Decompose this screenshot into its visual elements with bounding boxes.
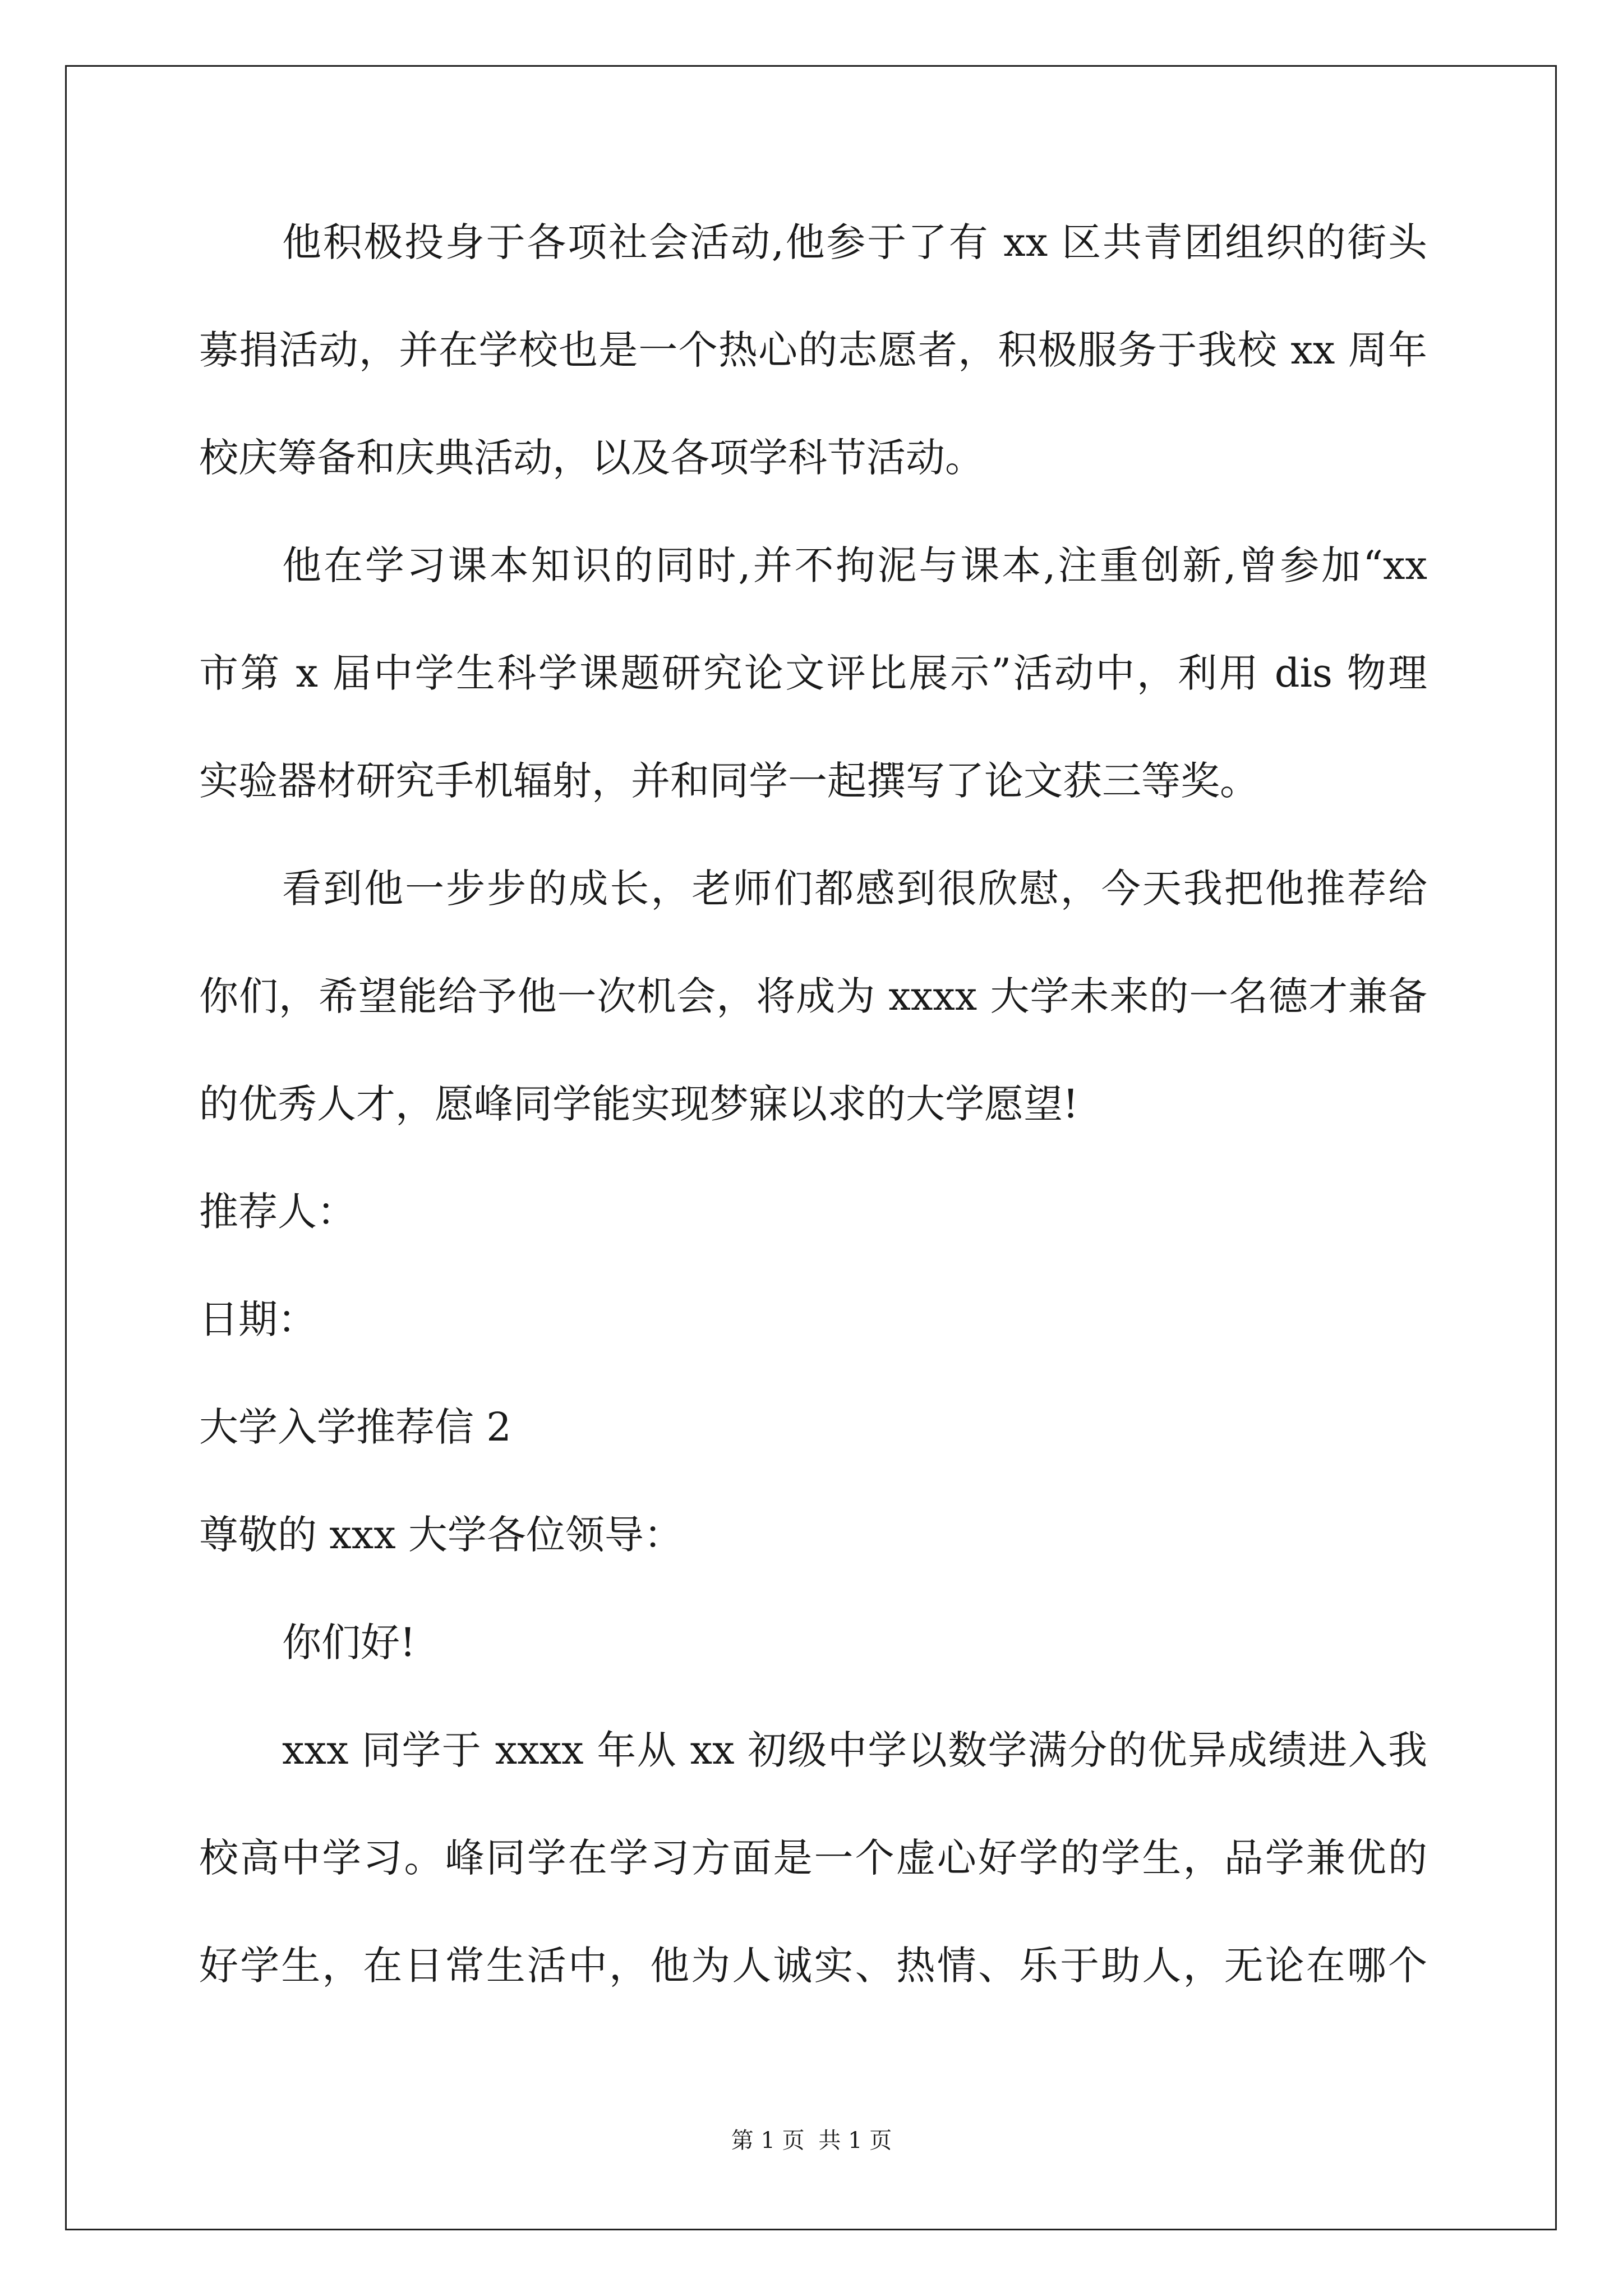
text-line: 他积极投身于各项社会活动,他参于了有 xx 区共青团组织的街头 (282, 219, 1427, 265)
text-line: 募捐活动，并在学校也是一个热心的志愿者，积极服务于我校 xx 周年 (199, 327, 1427, 373)
paragraph-activities (199, 217, 1427, 484)
text-line: 市第 x 届中学生科学课题研究论文评比展示”活动中，利用 dis 物理 (199, 650, 1427, 696)
text-line: xxx 同学于 xxxx 年从 xx 初级中学以数学满分的优异成绩进入我 (282, 1727, 1427, 1773)
paragraph-introduction (199, 1724, 1427, 1991)
text-line: 校高中学习。峰同学在学习方面是一个虚心好学的学生，品学兼优的 (199, 1835, 1427, 1881)
text-line: 的优秀人才，愿峰同学能实现梦寐以求的大学愿望! (199, 1081, 1079, 1127)
letter-title: 大学入学推荐信 2 (199, 1404, 511, 1450)
salutation: 尊敬的 xxx 大学各位领导： (199, 1512, 683, 1558)
page-footer (0, 2126, 1623, 2155)
text-line: 他在学习课本知识的同时,并不拘泥与课本,注重创新,曾参加“xx (282, 542, 1427, 588)
greeting: 你们好! (282, 1619, 416, 1665)
document-body (199, 217, 1427, 2047)
text-line: 校庆筹备和庆典活动，以及各项学科节活动。 (199, 435, 984, 481)
paragraph-research (199, 540, 1427, 807)
recommender-label: 推荐人： (199, 1189, 356, 1235)
text-line: 好学生，在日常生活中，他为人诚实、热情、乐于助人，无论在哪个 (199, 1943, 1427, 1989)
paragraph-recommendation (199, 863, 1427, 1130)
page-number: 第 1 页 (731, 2128, 805, 2154)
text-line: 实验器材研究手机辐射，并和同学一起撰写了论文获三等奖。 (199, 758, 1259, 804)
date-label: 日期： (199, 1296, 317, 1342)
page-total: 共 1 页 (818, 2128, 892, 2154)
text-line: 你们，希望能给予他一次机会，将成为 xxxx 大学未来的一名德才兼备 (199, 973, 1427, 1019)
text-line: 看到他一步步的成长，老师们都感到很欣慰，今天我把他推荐给 (282, 866, 1427, 912)
